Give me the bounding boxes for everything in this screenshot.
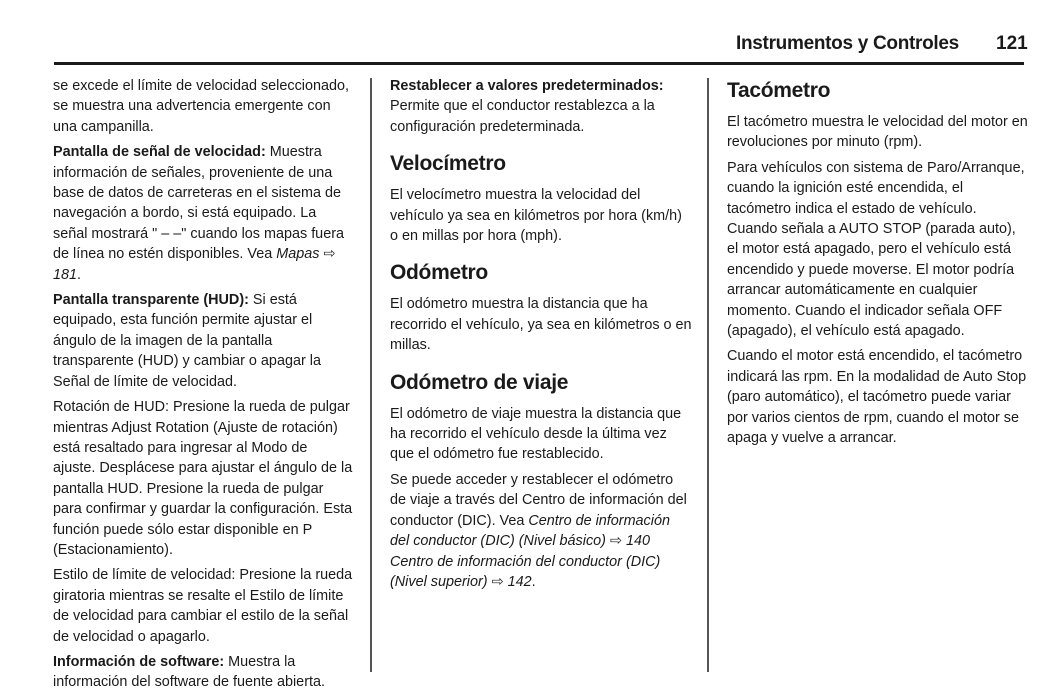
cross-reference[interactable]: Mapas	[276, 246, 320, 263]
column-left	[53, 76, 353, 698]
page-ref-arrow-icon: ⇨	[491, 573, 504, 590]
column-divider	[707, 78, 709, 672]
heading-tacometro: Tacómetro	[727, 79, 831, 102]
term-label: Restablecer a valores predeterminados:	[390, 78, 664, 94]
punctuation: .	[531, 573, 536, 590]
paragraph: se excede el límite de velocidad seleccionado, se muestra una advertencia emergente con una campanilla.	[53, 78, 349, 135]
paragraph	[390, 76, 692, 137]
heading-odometro: Odómetro	[390, 261, 488, 285]
column-middle	[390, 76, 692, 597]
paragraph	[390, 470, 692, 592]
paragraph: El odómetro muestra la distancia que ha recorrido el vehículo, ya sea en kilómetros o en millas.	[390, 296, 692, 354]
term-label: Pantalla transparente (HUD):	[53, 292, 249, 309]
term-label: Pantalla de señal de velocidad:	[53, 144, 266, 161]
paragraph-text: Permite que el conductor restablezca a la configuración predeterminada.	[390, 98, 655, 135]
page-reference[interactable]: 142	[507, 573, 532, 590]
heading-odometro-viaje: Odómetro de viaje	[390, 370, 569, 394]
paragraph	[53, 652, 353, 693]
page-number: 121	[996, 33, 1028, 54]
paragraph	[53, 142, 353, 285]
paragraph: Cuando el motor está encendido, el tacómetro indicará las rpm. En la modalidad de Auto Stop (paro automático), el tacómetro puede variar por varios cientos de rpm, cuando el motor se apaga y vuelve a arrancar.	[727, 348, 1027, 447]
paragraph-text: Se puede acceder y restablecer el odómetro de viaje a través del Centro de información del conductor (DIC). Vea	[390, 471, 687, 529]
page-reference[interactable]: 140	[626, 533, 651, 550]
paragraph: Rotación de HUD: Presione la rueda de pulgar mientras Adjust Rotation (Ajuste de rotación) está resaltado para ingresar al Modo de ajuste. Desplácese para ajustar el ángulo de la pantalla HUD. Presione la rueda de pulgar para confirmar y guardar la configuración. Esta función puede sólo estar disponible en P (Estacionamiento).	[53, 399, 353, 558]
heading-velocimetro: Velocímetro	[390, 152, 506, 176]
paragraph: Estilo de límite de velocidad: Presione la rueda giratoria mientras se resalte el Estilo de límite de velocidad para cambiar el estilo de la señal de velocidad o apagarlo.	[53, 567, 353, 645]
paragraph-text: Si está equipado, esta función permite ajustar el ángulo de la imagen de la pantalla transparente (HUD) y cambiar o apagar la Señal de límite de velocidad.	[53, 292, 321, 390]
page-ref-arrow-icon: ⇨	[609, 533, 622, 550]
cross-reference[interactable]: Centro de información del conductor (DIC) (Nivel básico)	[390, 512, 670, 550]
paragraph: El tacómetro muestra le velocidad del motor en revoluciones por minuto (rpm).	[727, 114, 1028, 151]
header-rule	[54, 62, 1024, 65]
page-reference[interactable]: 181	[53, 266, 78, 283]
paragraph: El velocímetro muestra la velocidad del vehículo ya sea en kilómetros por hora (km/h) o en millas por hora (mph).	[390, 187, 682, 245]
page-header	[0, 30, 1054, 60]
cross-reference[interactable]: Centro de información del conductor (DIC) (Nivel superior)	[390, 553, 661, 590]
paragraph	[53, 290, 353, 392]
term-label: Información de software:	[53, 653, 225, 670]
paragraph: El odómetro de viaje muestra la distancia que ha recorrido el vehículo desde la última vez que el odómetro fue restablecido.	[390, 405, 682, 463]
paragraph: Para vehículos con sistema de Paro/Arranque, cuando la ignición esté encendida, el tacómetro indica el estado de vehículo. Cuando señala a AUTO STOP (parada auto), el motor está apagado, pero el vehículo está encendido y puede moverse. El motor podría arrancar automáticamente en cualquier momento. Cuando el indicador señala OFF (apagado), el vehículo está apagado.	[727, 159, 1025, 340]
paragraph-text: Muestra información de señales, proveniente de una base de datos de carreteras en el sistema de navegación a bordo, si está equipado. La señal mostrará " – –" cuando los mapas fuera de línea no estén disponibles. Vea	[53, 144, 344, 263]
section-title: Instrumentos y Controles	[736, 33, 959, 54]
column-right	[727, 76, 1029, 454]
punctuation: .	[77, 266, 82, 283]
paragraph-text: Muestra la información del software de fuente abierta.	[53, 653, 325, 691]
page-ref-arrow-icon: ⇨	[323, 246, 336, 263]
column-divider	[370, 78, 372, 672]
